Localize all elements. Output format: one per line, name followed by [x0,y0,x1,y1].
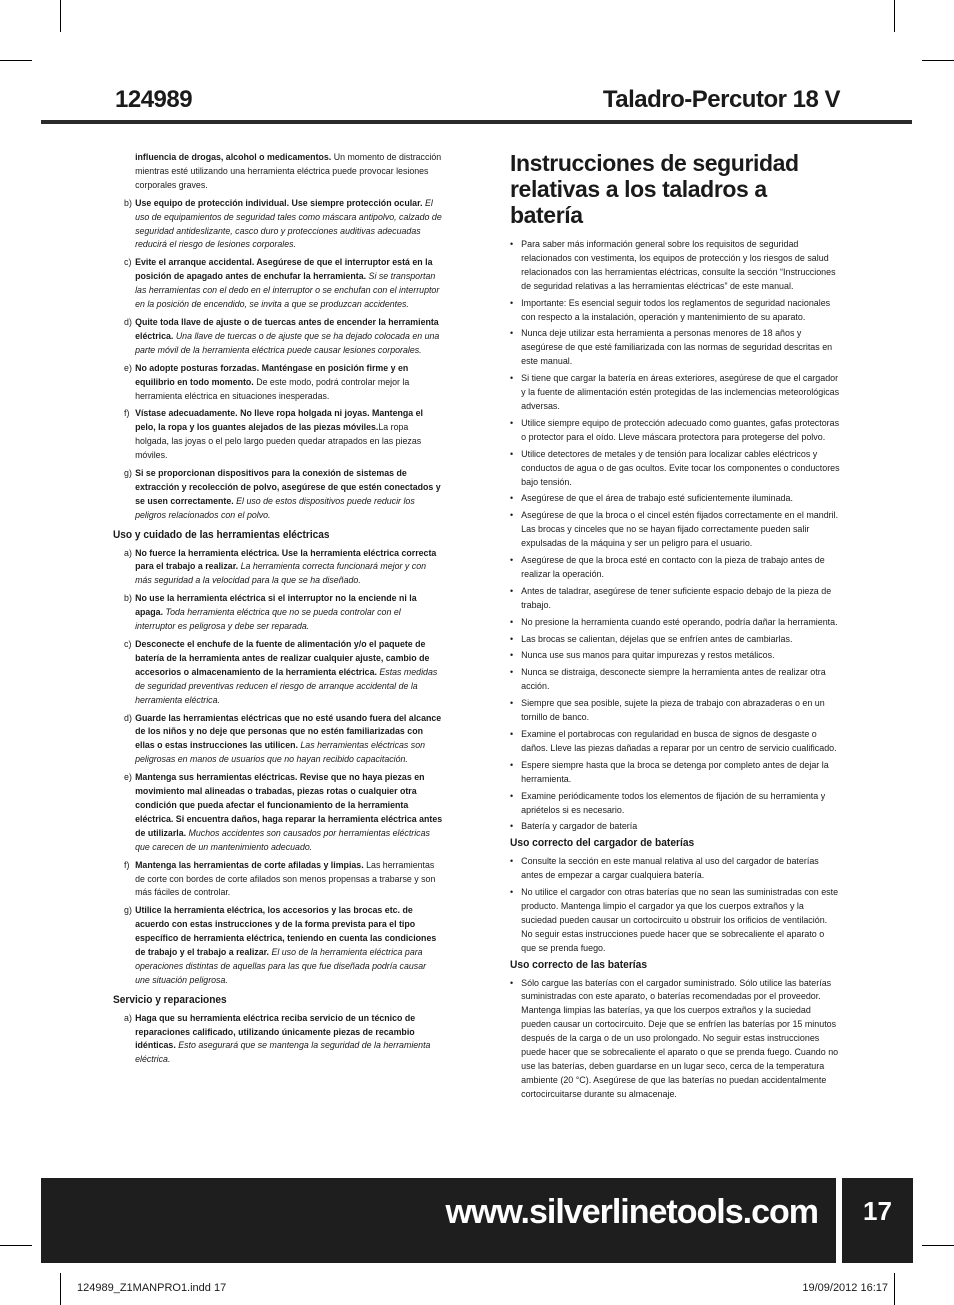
item-label: e) [124,362,132,374]
item-bold-text: Mantenga sus herramientas eléctricas. Revise que no haya piezas en movimiento mal alineadas o trabadas, piezas rotas o cualquier otra condición que pueda afectar el funcionamiento de la herramienta eléctrica. Si encuentra daños, haga reparar la herramienta eléctrica antes de utilizarla. [135,772,443,839]
item-bold-text: No adopte posturas forzadas. Manténgase en posición firme y en equilibrio en todo momento. [135,362,409,388]
list-item [113,316,442,358]
footer-bar [41,1178,836,1263]
crop-mark [0,1245,32,1246]
bullet-item: • Sólo cargue las baterías con el cargador suministrado. Sólo utilice las baterías suministradas con este aparato, o baterías recomendadas por el proveedor. Mantenga limpias las baterías, ya que los cuerpos extraños y la suciedad pueden causar un cortocircuito. Deje que se enfríen las baterías por 15 minutos después de la carga o de un uso prolongado. No seguir estas instrucciones puede hacer que se sobrecaliente el aparato o que se prenda fuego. Cuando no use las baterías, deben guardarse en un lugar seco, cerca de la temperatura ambiente (20 °C). Asegúrese de que las baterías no puedan accidentalmente cortocircuitarse durante su almacenaje. [510,977,840,1102]
list-item [113,638,442,708]
list-item [113,467,442,523]
list-item [113,362,442,404]
item-bold-text: Evite el arranque accidental. Asegúrese de que el interruptor está en la posición de apagado antes de enchufar la herramienta. [135,257,433,283]
item-italic-text: El uso de estos dispositivos puede reducir los peligros relacionados con el polvo. [135,495,415,521]
item-label: d) [124,316,132,328]
bullet-item: • Espere siempre hasta que la broca se detenga por completo antes de dejar la herramienta. [510,759,840,787]
crop-mark [894,0,895,32]
page-number-box [842,1178,913,1263]
bullet-item: • No presione la herramienta cuando esté operando, podría dañar la herramienta. [510,616,840,630]
item-italic-text: Toda herramienta eléctrica que no se pueda controlar con el interruptor es peligrosa y debe ser reparada. [135,607,401,633]
bullet-item: • Nunca use sus manos para quitar impurezas y restos metálicos. [510,649,840,663]
item-label: d) [124,712,132,724]
item-italic-text: Las herramientas eléctricas son peligrosas en manos de usuarios que no hayan recibido capacitación. [135,740,426,766]
item-italic-text: El uso de la herramienta eléctrica para operaciones distintas de aquellas para las que fue diseñada podría causar une situación peligrosa. [135,947,427,986]
right-column [510,150,840,1105]
item-label: g) [124,468,132,480]
item-bold-text: No use la herramienta eléctrica si el interruptor no la enciende ni la apaga. [135,593,417,619]
bullet-item: • Siempre que sea posible, sujete la pieza de trabajo con abrazaderas o en un tornillo de banco. [510,697,840,725]
bullet-item: • Consulte la sección en este manual relativa al uso del cargador de baterías antes de empezar a cargar cualquiera batería. [510,855,840,883]
intro-normal: Un momento de distracción mientras esté utilizando una herramienta eléctrica puede provocar lesiones corporales graves. [135,152,442,191]
intro-paragraph [113,151,442,193]
item-label: b) [124,197,132,209]
item-label: c) [124,639,132,650]
bullet-item: • Importante: Es esencial seguir todos los reglamentos de seguridad nacionales con respecto a la instalación, operación y mantenimiento de su aparato. [510,297,840,325]
bullet-item: • Examine periódicamente todos los elementos de fijación de su herramienta y apriételos si es necesario. [510,790,840,818]
list-item [113,712,442,768]
bullet-item: • Asegúrese de que la broca o el cincel estén fijados correctamente en el mandril. Las brocas y cinceles que no se hayan fijado correctamente pueden salir expulsadas de la máquina y ser un peligro para el usuario. [510,509,840,551]
product-title: Taladro-Percutor 18 V [602,86,840,113]
bullet-item: • Utilice detectores de metales y de tensión para localizar cables eléctricos y conductos de agua o de gas ocultos. Evite tocar los componentes o conductores bajo tensión. [510,448,840,490]
item-bold-text: Guarde las herramientas eléctricas que no esté usando fuera del alcance de los niños y no deje que personas que no estén familiarizadas con ellas o estas instrucciones las utilicen. [135,712,442,752]
bullet-item: • No utilice el cargador con otras baterías que no sean las suministradas con este producto. Mantenga limpio el cargador ya que los cuerpos extraños y la suciedad pueden causar un cortocircuito u obstruir los orificios de ventilación. No seguir estas instrucciones puede hacer que se sobrecaliente el aparato o que se prenda fuego. [510,886,840,956]
item-normal-text: La ropa holgada, las joyas o el pelo largo pueden quedar atrapados en las piezas móviles. [135,422,422,462]
list-item [113,592,442,634]
list-item [113,859,442,901]
item-label: b) [124,593,132,605]
section-title-servicio: Servicio y reparaciones [113,993,227,1006]
item-italic-text: El uso de equipamientos de seguridad tales como máscara antipolvo, calzado de seguridad antideslizante, casco duro y protecciones auditivas adecuadas reducirá el riesgo de lesiones corporales. [135,197,442,251]
item-bold-text: Use equipo de protección individual. Use siempre protección ocular. [135,197,423,209]
list-item [113,197,442,253]
left-column [113,151,442,1071]
item-normal-text: Las herramientas de corte con bordes de corte afilados son menos propensas a trabarse y son más fáciles de controlar. [135,859,436,899]
item-italic-text: Muchos accidentes son causados por herramientas eléctricas que carecen de un mantenimiento adecuado. [135,827,430,853]
bullet-item: • Nunca se distraiga, desconecte siempre la herramienta antes de realizar otra acción. [510,666,840,694]
item-bold-text: Desconecte el enchufe de la fuente de alimentación y/o el paquete de batería de la herramienta antes de realizar cualquier ajuste, cambio de accesorios o almacenamiento de la herramienta eléctrica. [135,639,430,678]
bullet-item: • Asegúrese de que el área de trabajo esté suficientemente iluminada. [510,492,840,506]
header-divider [41,120,912,124]
page-number: 17 [863,1196,892,1226]
crop-mark [60,0,61,32]
item-label: f) [124,408,130,420]
website-url[interactable]: www.silverlinetools.com [445,1193,818,1231]
intro-bold: influencia de drogas, alcohol o medicamentos. [135,152,332,163]
list-item [113,1012,442,1068]
list-item [113,407,442,463]
bullet-item: • Si tiene que cargar la batería en áreas exteriores, asegúrese de que el cargador y la fuente de alimentación estén protegidas de las inclemencias meteorológicas adversas. [510,372,840,414]
crop-mark [0,60,32,61]
item-italic-text: Si se transportan las herramientas con el dedo en el interruptor o se enchufan con el interruptor en la posición de encendido, se invita a que se produzcan accidentes. [135,271,440,311]
item-label: a) [124,547,132,559]
item-italic-text: Esto asegurará que se mantenga la seguridad de la herramienta eléctrica. [135,1040,431,1066]
bullet-item: • Las brocas se calientan, déjelas que se enfríen antes de cambiarlas. [510,633,840,647]
bullet-item: • Asegúrese de que la broca esté en contacto con la pieza de trabajo antes de realizar la operación. [510,554,840,582]
item-italic-text: La herramienta correcta funcionará mejor y con más seguridad a la velocidad para la que se ha diseñado. [135,561,427,587]
list-item [113,771,442,854]
item-bold-text: Vístase adecuadamente. No lleve ropa holgada ni joyas. Mantenga el pelo, la ropa y los guantes alejados de las piezas móviles. [135,408,424,434]
item-bold-text: No fuerce la herramienta eléctrica. Use la herramienta eléctrica correcta para el trabajo a realizar. [135,547,437,573]
item-bold-text: Utilice la herramienta eléctrica, los accesorios y las brocas etc. de acuerdo con estas instrucciones y de la forma prevista para el tipo específico de herramienta eléctrica, teniendo en cuenta las condiciones de trabajo y el trabajo a realizar. [135,905,437,959]
section-title-uso: Uso y cuidado de las herramientas eléctricas [113,528,330,541]
bullet-item: • Examine el portabrocas con regularidad en busca de signos de desgaste o daños. Lleve las piezas dañadas a reparar por un centro de servicio cualificado. [510,728,840,756]
list-item [113,547,442,589]
crop-mark [894,1273,895,1305]
file-slug: 124989_Z1MANPRO1.indd 17 [77,1282,227,1294]
item-italic-text: Estas medidas de seguridad preventivas reducen el riesgo de arranque accidental de la herramienta eléctrica. [135,666,438,706]
bullet-item: • Antes de taladrar, asegúrese de tener suficiente espacio debajo de la pieza de trabajo. [510,585,840,613]
item-bold-text: Haga que su herramienta eléctrica reciba servicio de un técnico de reparaciones calificado, utilizando únicamente piezas de recambio idénticas. [135,1012,416,1052]
bullet-item: • Nunca deje utilizar esta herramienta a personas menores de 18 años y asegúrese de que esté familiarizada con las normas de seguridad descritas en este manual. [510,327,840,369]
item-bold-text: Mantenga las herramientas de corte afiladas y limpias. [135,859,364,871]
crop-mark [922,1245,954,1246]
battery-heading: Uso correcto de las baterías [510,958,648,971]
charger-heading: Uso correcto del cargador de baterías [510,837,695,850]
product-number: 124989 [115,86,193,113]
crop-mark [60,1273,61,1305]
item-label: f) [124,859,130,871]
item-bold-text: Quite toda llave de ajuste o de tuercas antes de encender la herramienta eléctrica. [135,316,439,342]
list-item [113,904,442,987]
item-normal-text: De este modo, podrá controlar mejor la herramienta eléctrica en situaciones inesperadas. [135,376,410,402]
item-italic-text: Una llave de tuercas o de ajuste que se ha dejado colocada en una parte móvil de la herramienta eléctrica puede causar lesiones corporales. [135,330,440,356]
bullet-item: • Para saber más información general sobre los requisitos de seguridad relacionados con vestimenta, los equipos de protección y los riesgos de salud relacionados con las herramientas eléctricas, consulte la sección “Instrucciones de seguridad relativas a las herramientas eléctricas” de este manual. [510,238,840,294]
item-label: c) [124,257,132,269]
item-label: g) [124,905,132,917]
item-bold-text: Si se proporcionan dispositivos para la conexión de sistemas de extracción y recolección de polvo, asegúrese de que estén conectados y se usen correctamente. [135,468,441,507]
date-slug: 19/09/2012 16:17 [802,1282,888,1294]
item-label: e) [124,772,132,784]
item-label: a) [124,1012,132,1024]
crop-mark [922,60,954,61]
list-item [113,256,442,312]
bullet-item: • Utilice siempre equipo de protección adecuado como guantes, gafas protectoras o protector para el oído. Lleve máscara protectora para protegerse del polvo. [510,417,840,445]
section-heading: Instrucciones de seguridad relativas a los taladros a batería [510,150,799,228]
bullet-item: • Batería y cargador de batería [510,820,840,834]
